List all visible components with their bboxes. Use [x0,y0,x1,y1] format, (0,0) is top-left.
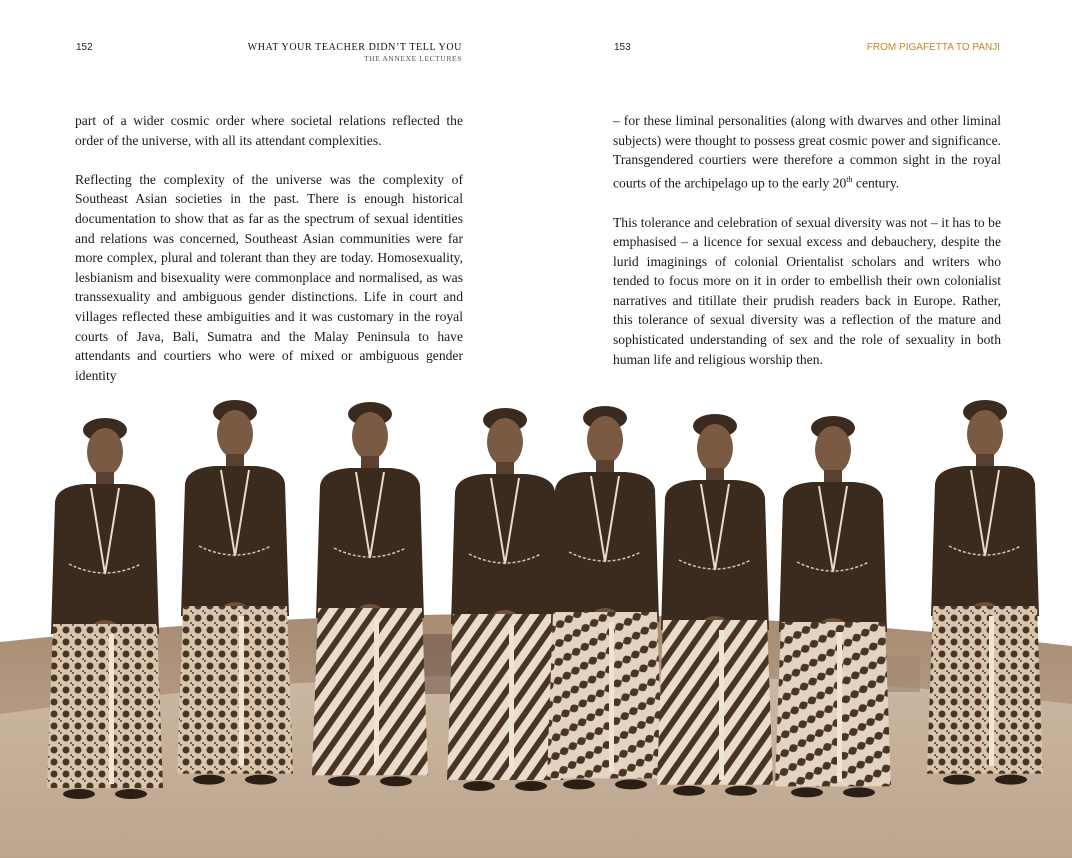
courtier-figure-4 [447,408,563,791]
courtier-figure-7 [775,416,891,797]
right-body-text [613,111,1001,389]
left-paragraph-2: Reflecting the complexity of the universe was the complexity of Southeast Asian societies in the past. There is enough historical documentation to show that as far as the spectrum of sexual identities and relations was concerned, Southeast Asian communities were far more complex, plural and tolerant than they are today. Homosexuality, lesbianism and bisexuality were commonplace and normalised, as was transsexuality and ambiguous gender distinctions. Life in court and villages reflected these ambiguities and it was customary in the royal courts of Java, Bali, Sumatra and the Malay Peninsula to have attendants and courtiers who were of mixed or ambiguous gender identity [75,171,463,383]
courtier-figure-5 [547,406,663,789]
group-photo [0,384,1072,858]
right-paragraph-2: This tolerance and celebration of sexual diversity was not – it has to be emphasised – a licence for sexual excess and debauchery, despite the lurid imaginings of colonial Orientalist scholars and writers who tended to focus more on it in order to embellish their own colonialist narratives and titillate their prudish readers back in Europe. Rather, this tolerance of sexual diversity was a reflection of the mature and sophisticated understanding of sex and the role of sexuality in both human life and religious worship then. [613,214,1001,367]
superscript-th: th [846,174,853,184]
right-paragraph-1 [613,111,1001,193]
courtier-figure-2 [177,400,293,785]
left-running-title: WHAT YOUR TEACHER DIDN’T TELL YOU [247,42,462,53]
right-paragraph-1-end: century. [852,175,900,191]
left-paragraph-1: part of a wider cosmic order where societal relations reflected the order of the universe, with all its attendant complexities. [75,113,463,148]
left-running-subtitle: THE ANNEXE LECTURES [363,54,462,63]
right-page-number: 153 [614,42,631,53]
left-page-number: 152 [76,42,93,53]
courtier-figure-6 [657,414,773,796]
left-body-text [75,111,463,405]
right-paragraph-1-main: – for these liminal personalities (along with dwarves and other liminal subjects) were thought to possess great cosmic power and significance. Transgendered courtiers were therefore a common sight in the royal courts of the archipelago up to the early 20 [613,113,1001,191]
courtier-figure-3 [312,402,428,786]
courtier-figure-8 [927,400,1043,785]
courtier-figure-1 [47,418,163,799]
right-running-title: FROM PIGAFETTA TO PANJI [866,42,1000,53]
